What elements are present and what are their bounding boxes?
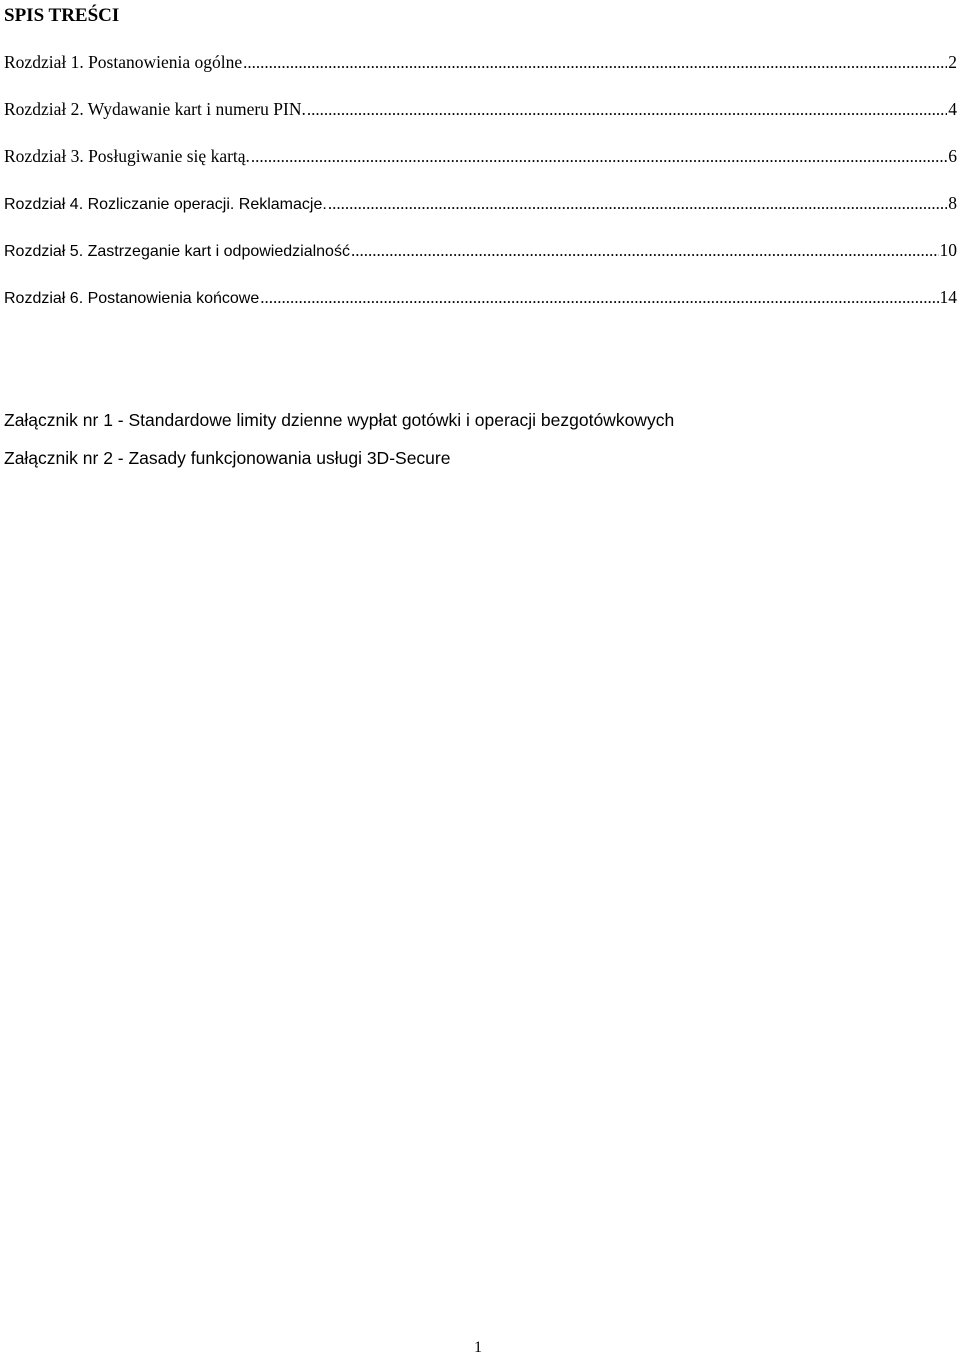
toc-entry-chapter-5[interactable] (4, 239, 957, 261)
dot-leader (328, 193, 947, 215)
toc-entry-label: Rozdział 6. Postanowienia końcowe (4, 290, 260, 307)
toc-entry-page-number: 2 (948, 52, 957, 72)
dot-leader (243, 52, 947, 74)
dot-leader (351, 240, 939, 262)
toc-entry-page-number: 4 (948, 99, 957, 119)
toc-entry-label: Rozdział 4. Rozliczanie operacji. Reklamacje. (4, 196, 327, 213)
toc-entry-chapter-2[interactable] (4, 98, 957, 120)
toc-entry-chapter-6[interactable] (4, 286, 957, 308)
toc-entry-label: Rozdział 2. Wydawanie kart i numeru PIN. (4, 99, 306, 119)
annex-1: Załącznik nr 1 - Standardowe limity dzienne wypłat gotówki i operacji bezgotówkowych (4, 410, 675, 430)
page-number: 1 (474, 1339, 482, 1356)
toc-entry-chapter-1[interactable] (4, 51, 957, 73)
toc-entry-label: Rozdział 3. Posługiwanie się kartą. (4, 146, 250, 166)
dot-leader (260, 287, 938, 309)
annex-2: Załącznik nr 2 - Zasady funkcjonowania usługi 3D-Secure (4, 448, 451, 468)
toc-entry-page-number: 6 (948, 146, 957, 166)
toc-entry-page-number: 14 (939, 287, 957, 307)
toc-entry-chapter-4[interactable] (4, 192, 957, 214)
toc-entry-page-number: 8 (948, 193, 957, 213)
toc-entry-chapter-3[interactable] (4, 145, 957, 167)
toc-title: SPIS TREŚCI (4, 5, 120, 26)
dot-leader (251, 146, 947, 168)
dot-leader (307, 99, 947, 121)
toc-entry-label: Rozdział 5. Zastrzeganie kart i odpowiedzialność (4, 243, 350, 260)
toc-entry-page-number: 10 (939, 240, 957, 260)
toc-entry-label: Rozdział 1. Postanowienia ogólne (4, 52, 243, 72)
